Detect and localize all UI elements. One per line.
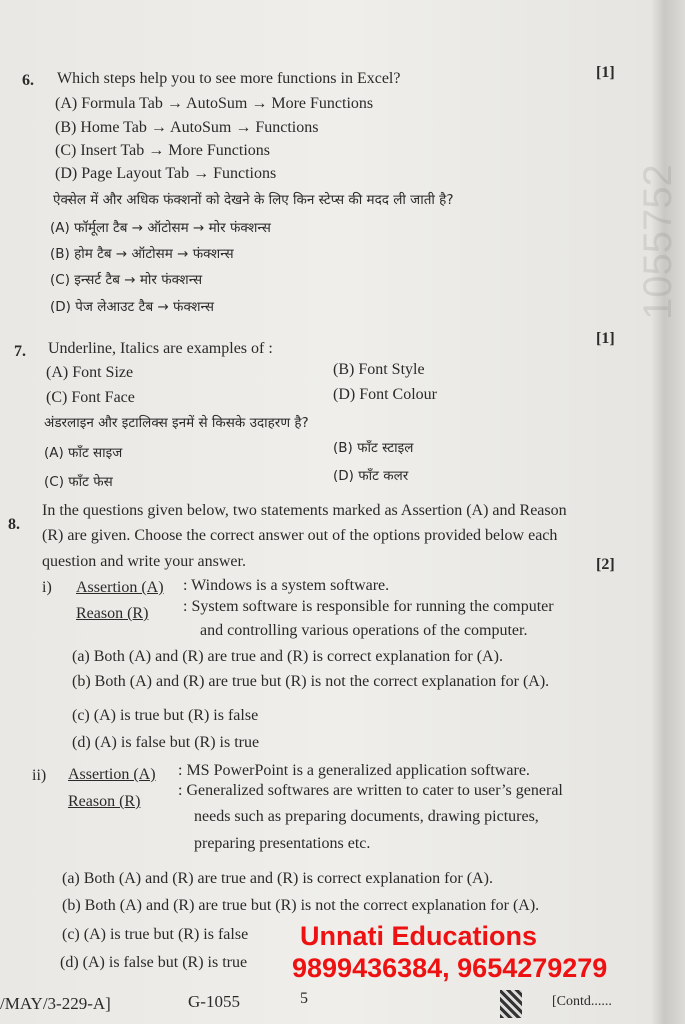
- watermark-phone: 9899436384, 9654279279: [292, 953, 608, 983]
- qr-code-icon: [500, 990, 522, 1018]
- part-i-reason: and controlling various operations of the computer.: [200, 622, 528, 639]
- part-ii-option-c: (c) (A) is true but (R) is false: [62, 926, 249, 943]
- part-ii-option-d: (d) (A) is false but (R) is true: [60, 954, 248, 971]
- q7-hindi-option-d: (D) फॉंट कलर: [333, 468, 409, 484]
- q7-option-d: (D) Font Colour: [333, 386, 437, 403]
- part-ii-option-a: (a) Both (A) and (R) are true and (R) is correct explanation for (A).: [62, 870, 493, 887]
- q6-option-d: (D) Page Layout Tab → Functions: [55, 165, 277, 182]
- q6-option-b: (B) Home Tab → AutoSum → Functions: [55, 119, 319, 136]
- part-i-label: i): [42, 579, 52, 596]
- part-ii-option-b: (b) Both (A) and (R) are true but (R) is not the correct explanation for (A).: [62, 897, 540, 914]
- q8-text-line: (R) are given. Choose the correct answer out of the options provided below each: [42, 527, 558, 544]
- part-ii-reason: preparing presentations etc.: [194, 835, 371, 852]
- part-i-option-d: (d) (A) is false but (R) is true: [72, 734, 260, 751]
- q6-hindi-option-b: (B) होम टैब → ऑटोसम → फंक्शन्स: [50, 246, 234, 262]
- q8-marks: [2]: [596, 556, 615, 573]
- q7-marks: [1]: [596, 330, 615, 347]
- q8-number: 8.: [8, 516, 20, 533]
- page-number: 5: [300, 990, 308, 1007]
- q7-hindi-option-b: (B) फॉंट स्टाइल: [333, 440, 414, 456]
- part-ii-label: ii): [32, 767, 47, 784]
- watermark-brand: Unnati Educations: [300, 921, 538, 951]
- q7-hindi-option-c: (C) फॉंट फेस: [44, 474, 113, 490]
- contd-text: [Contd......: [552, 994, 612, 1009]
- q7-option-a: (A) Font Size: [46, 364, 134, 381]
- part-i-option-c: (c) (A) is true but (R) is false: [72, 707, 259, 724]
- q6-option-c: (C) Insert Tab → More Functions: [55, 142, 270, 159]
- footer-paper-code: G-1055: [188, 992, 240, 1011]
- part-ii-reason: : Generalized softwares are written to cater to user’s general: [178, 782, 563, 799]
- q6-hindi-option-d: (D) पेज लेआउट टैब → फंक्शन्स: [50, 299, 214, 315]
- part-i-reason-label: Reason (R): [76, 605, 149, 622]
- part-i-assertion-label: Assertion (A): [76, 579, 164, 596]
- q7-option-c: (C) Font Face: [46, 389, 135, 406]
- q6-marks: [1]: [596, 64, 615, 81]
- q6-hindi-option-c: (C) इन्सर्ट टैब → मोर फंक्शन्स: [50, 272, 203, 288]
- q6-hindi-text: ऐक्सेल में और अधिक फंक्शनों को देखने के लिए किन स्टेप्स की मदद ली जाती है?: [53, 192, 454, 208]
- part-i-assertion: : Windows is a system software.: [183, 577, 390, 594]
- q7-hindi-text: अंडरलाइन और इटालिक्स इनमें से किसके उदाहरण है?: [44, 415, 309, 431]
- q6-hindi-option-a: (A) फॉर्मूला टैब → ऑटोसम → मोर फंक्शन्स: [50, 220, 271, 236]
- part-ii-assertion: : MS PowerPoint is a generalized application software.: [178, 762, 530, 779]
- q7-text: Underline, Italics are examples of :: [48, 340, 273, 357]
- q7-option-b: (B) Font Style: [333, 361, 425, 378]
- part-i-option-a: (a) Both (A) and (R) are true and (R) is correct explanation for (A).: [72, 648, 503, 665]
- part-ii-reason: needs such as preparing documents, drawing pictures,: [194, 808, 539, 825]
- q6-option-a: (A) Formula Tab → AutoSum → More Functions: [55, 95, 374, 112]
- part-ii-assertion-label: Assertion (A): [68, 766, 156, 783]
- q7-number: 7.: [14, 343, 26, 360]
- q7-hindi-option-a: (A) फॉंट साइज: [44, 445, 123, 461]
- part-i-reason: : System software is responsible for running the computer: [183, 598, 554, 615]
- footer-code: /MAY/3-229-A]: [0, 994, 111, 1013]
- q8-text-line: In the questions given below, two statements marked as Assertion (A) and Reason: [42, 502, 567, 519]
- part-ii-reason-label: Reason (R): [68, 793, 141, 810]
- q6-text: Which steps help you to see more functions in Excel?: [57, 70, 401, 87]
- q8-text-line: question and write your answer.: [42, 553, 246, 570]
- background-watermark: 1055752: [636, 164, 680, 320]
- part-i-option-b: (b) Both (A) and (R) are true but (R) is not the correct explanation for (A).: [72, 673, 550, 690]
- q6-number: 6.: [22, 72, 34, 89]
